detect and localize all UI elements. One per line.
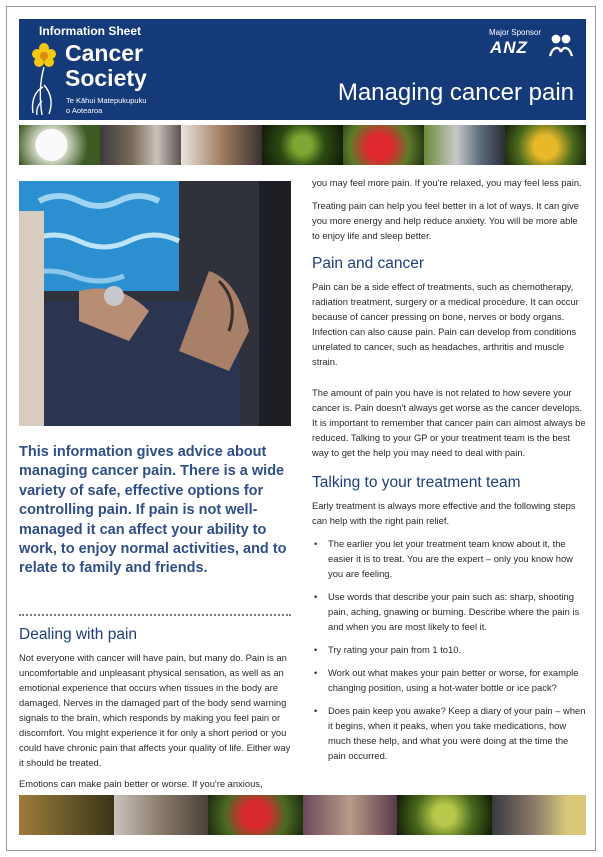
heading-dealing-with-pain: Dealing with pain <box>19 626 138 643</box>
paragraph: Treating pain can help you feel better in a lot of ways. It can give you more energy and help reduce anxiety. You will be more able to enjoy life and sleep better. <box>312 200 579 241</box>
paragraph: Early treatment is always more effective and the following steps can help with the right pain relief. <box>312 500 576 526</box>
document-title: Managing cancer pain <box>337 79 574 106</box>
strip-photo-woman-outdoors <box>492 795 587 835</box>
strip-photo-kowhai <box>505 125 586 165</box>
list-item: • The earlier you let your treatment team know about it, the easier it is to treat. You are the expert – only you know how you are feeling. <box>312 536 588 581</box>
paragraph: Emotions can make pain better or worse. If you're anxious, <box>19 778 263 789</box>
steps-list <box>312 536 588 763</box>
org-name: Cancer Society <box>65 40 147 91</box>
list-item: • Use words that describe your pain such as: sharp, shooting pain, aching, gnawing or burning. Describe where the pain is and when you are most likely to feel it. <box>312 589 588 634</box>
strip-photo-grass <box>19 795 114 835</box>
strip-photo-woman-hat <box>114 795 209 835</box>
paragraph: Pain can be a side effect of treatments, such as chemotherapy, radiation treatment, surgery or a medical procedure. It can occur because of cancer pressing on bone, nerves or body organs. Infection can also cause pain. Pain can develop from conditions unrelated to cancer, such as headaches, arthritis and muscle strain. <box>312 281 579 367</box>
daffodil-logo-icon <box>27 41 61 117</box>
section-dealing-with-pain <box>19 626 291 791</box>
heading-pain-and-cancer: Pain and cancer <box>312 255 425 272</box>
strip-photo-flower <box>19 125 100 165</box>
info-sheet-label: Information Sheet <box>39 24 142 38</box>
paragraph: The amount of pain you have is not related to how severe your cancer is. Pain doesn't always get worse as the cancer develops. It is important to remember that cancer pain can almost always be reduced. Talking to your GP or your treatment team is the best way to get the help you may need to deal with pain. <box>312 387 586 458</box>
list-item: • Try rating your pain from 1 to10. <box>312 642 588 657</box>
sponsor-label: Major Sponsor <box>489 28 542 37</box>
right-column <box>312 175 588 771</box>
anz-people-icon <box>547 34 575 58</box>
main-photo-holding-hands <box>19 181 291 426</box>
photo-strip-top <box>19 125 586 165</box>
photo-strip-bottom <box>19 795 586 835</box>
strip-photo-elders <box>424 125 505 165</box>
paragraph: you may feel more pain. If you're relaxed, you may feel less pain. <box>312 177 582 188</box>
strip-photo-patient <box>181 125 262 165</box>
list-item: • Does pain keep you awake? Keep a diary of your pain – when it begins, when it peaks, when you take medications, how much these help, and what you were doing at the time the pain occurred. <box>312 703 588 763</box>
paragraph: Not everyone with cancer will have pain, but many do. Pain is an uncomfortable and unpleasant physical sensation, as well as an emotional experience that occurs when tissues in the body are damaged. Nerves in the damaged part of the body send warning signals to the brain, which responds by making you feel pain or discomfort. You might experience it for only a short period or you could have chronic pain that affects your quality of life. Either way it should be treated. <box>19 652 291 768</box>
heading-talking-to-treatment-team: Talking to your treatment team <box>312 474 521 491</box>
dotted-divider <box>19 614 291 616</box>
org-maori-name: Te Kāhui Matepukupuku o Aotearoa <box>66 96 147 115</box>
strip-photo-doctor <box>100 125 181 165</box>
strip-photo-women <box>303 795 398 835</box>
strip-photo-pohutukawa <box>343 125 424 165</box>
sponsor-name: ANZ <box>490 38 528 57</box>
intro-summary: This information gives advice about managing cancer pain. There is a wide variety of safe, effective options for controlling pain. If pain is not well-managed it can affect your ability to work, to enjoy normal activities, and to relate to family and friends. <box>19 444 287 577</box>
header-banner <box>19 19 586 120</box>
strip-photo-fern <box>262 125 343 165</box>
strip-photo-koru <box>397 795 492 835</box>
strip-photo-flax-flower <box>208 795 303 835</box>
list-item: • Work out what makes your pain better or worse, for example changing position, using a hot-water bottle or ice pack? <box>312 665 588 695</box>
